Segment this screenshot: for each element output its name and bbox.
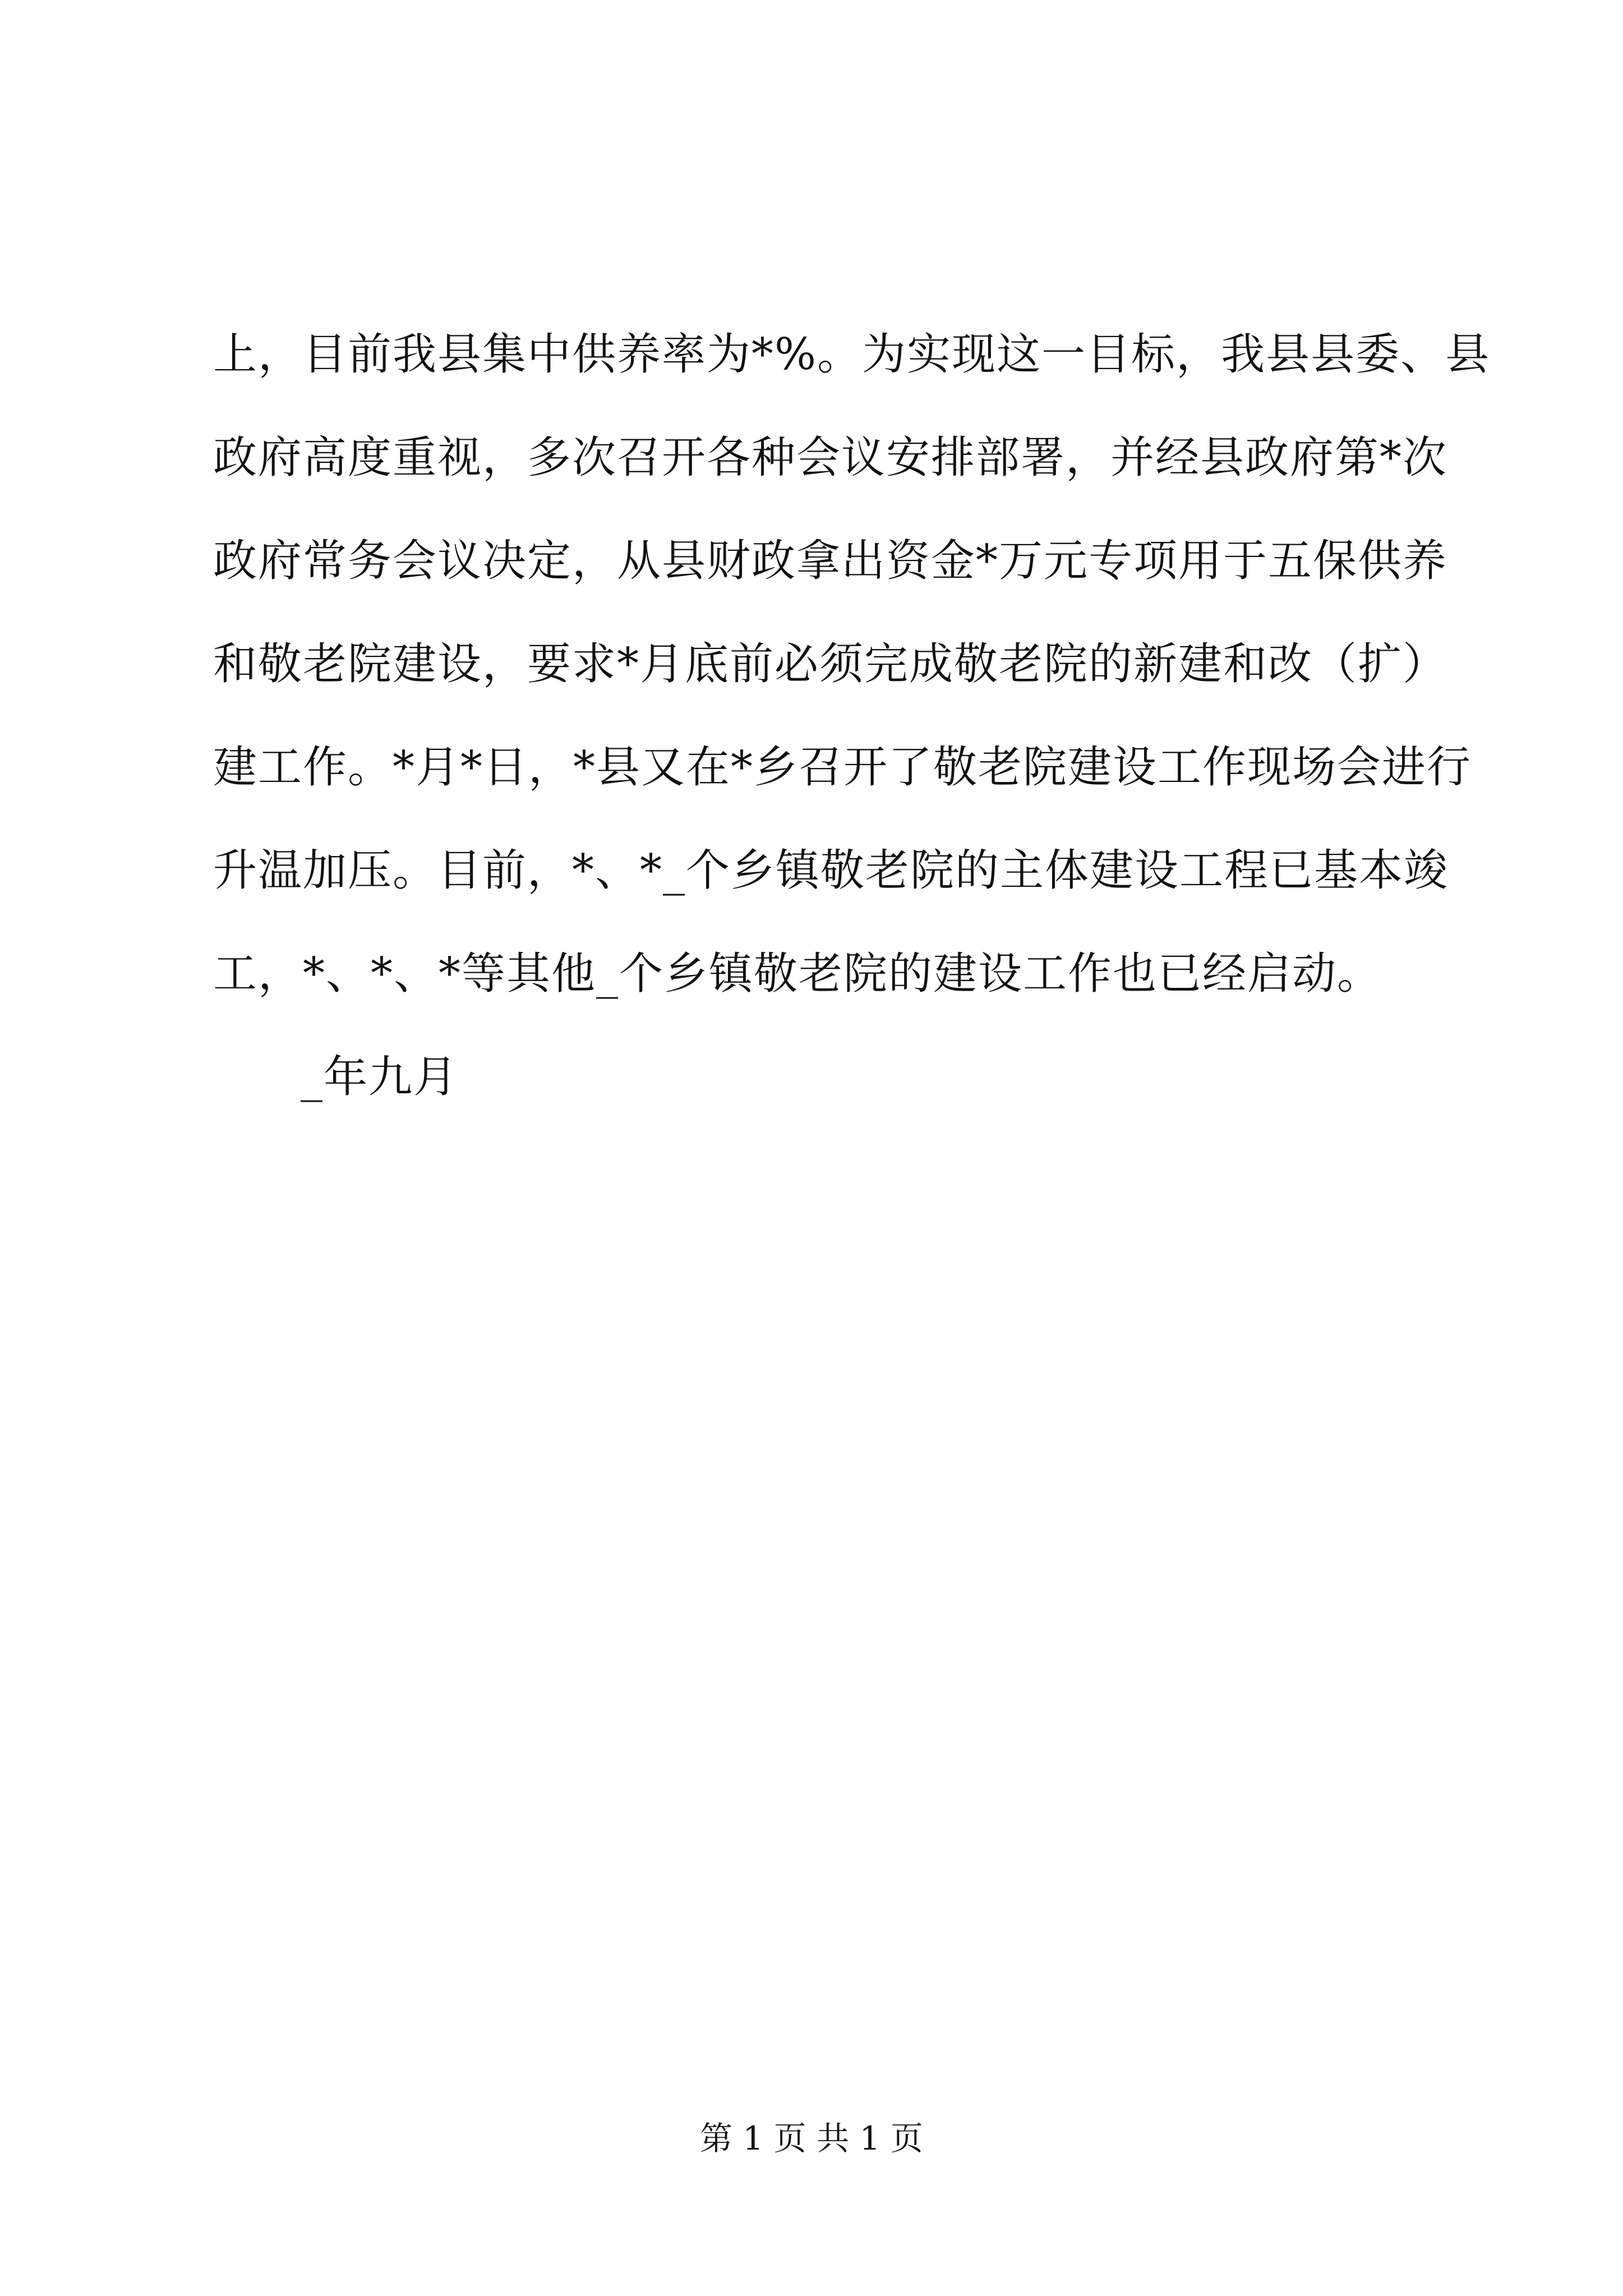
body-line-6: 升温加压。目前，*、*_个乡镇敬老院的主体建设工程已基本竣	[213, 845, 1449, 896]
body-line-5: 建工作。*月*日，*县又在*乡召开了敬老院建设工作现场会进行	[213, 742, 1472, 793]
body-line-4: 和敬老院建设，要求*月底前必须完成敬老院的新建和改（扩）	[213, 639, 1448, 689]
body-line-1: 上，目前我县集中供养率为*%。为实现这一目标，我县县委、县	[213, 329, 1491, 380]
body-line-7: 工，*、*、*等其他_个乡镇敬老院的建设工作也已经启动。	[213, 949, 1382, 999]
date-line: _年九月	[301, 1052, 459, 1102]
page-footer: 第 1 页 共 1 页	[700, 2119, 923, 2157]
body-line-3: 政府常务会议决定，从县财政拿出资金*万元专项用于五保供养	[213, 536, 1448, 586]
body-line-2: 政府高度重视，多次召开各种会议安排部署，并经县政府第*次	[213, 432, 1448, 483]
document-body	[213, 303, 1491, 1129]
